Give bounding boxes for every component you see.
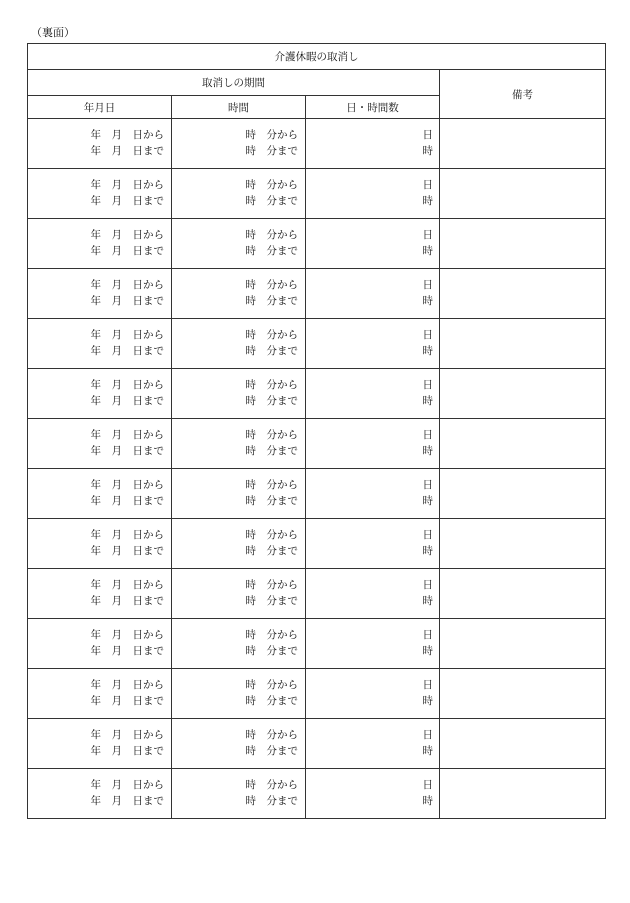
- days-hours-cell[interactable]: [306, 219, 440, 269]
- count-hour-text: 時: [422, 744, 433, 757]
- table-row: [28, 119, 606, 169]
- count-hour-text: 時: [422, 544, 433, 557]
- count-hour-text: 時: [422, 694, 433, 707]
- date-range-cell[interactable]: [28, 619, 172, 669]
- days-hours-cell[interactable]: [306, 469, 440, 519]
- period-header: 取消しの期間: [28, 70, 440, 96]
- days-hours-cell[interactable]: [306, 619, 440, 669]
- count-day-text: 日: [422, 529, 433, 541]
- table-row: [28, 569, 606, 619]
- time-column-header: 時間: [172, 96, 306, 119]
- date-range-cell[interactable]: [28, 519, 172, 569]
- time-from-text: 時 分から: [245, 679, 298, 691]
- days-hours-cell[interactable]: [306, 719, 440, 769]
- count-day-text: 日: [422, 729, 433, 741]
- days-hours-cell[interactable]: [306, 519, 440, 569]
- count-day-text: 日: [422, 329, 433, 341]
- count-hour-text: 時: [422, 594, 433, 607]
- count-day-text: 日: [422, 129, 433, 141]
- time-range-cell[interactable]: [172, 469, 306, 519]
- date-from-text: 年 月 日から: [90, 679, 164, 691]
- remarks-cell[interactable]: [440, 519, 606, 569]
- date-to-text: 年 月 日まで: [90, 794, 164, 807]
- time-from-text: 時 分から: [245, 429, 298, 441]
- date-from-text: 年 月 日から: [90, 779, 164, 791]
- table-title: 介護休暇の取消し: [28, 44, 606, 70]
- date-from-text: 年 月 日から: [90, 579, 164, 591]
- count-hour-text: 時: [422, 794, 433, 807]
- date-from-text: 年 月 日から: [90, 729, 164, 741]
- time-to-text: 時 分まで: [245, 594, 298, 607]
- remarks-cell[interactable]: [440, 619, 606, 669]
- time-to-text: 時 分まで: [245, 694, 298, 707]
- days-hours-cell[interactable]: [306, 569, 440, 619]
- table-row: [28, 419, 606, 469]
- date-to-text: 年 月 日まで: [90, 244, 164, 257]
- time-to-text: 時 分まで: [245, 244, 298, 257]
- time-from-text: 時 分から: [245, 479, 298, 491]
- date-range-cell[interactable]: [28, 769, 172, 819]
- table-row: [28, 219, 606, 269]
- count-day-text: 日: [422, 629, 433, 641]
- time-to-text: 時 分まで: [245, 294, 298, 307]
- table-row: [28, 519, 606, 569]
- date-from-text: 年 月 日から: [90, 429, 164, 441]
- time-from-text: 時 分から: [245, 179, 298, 191]
- remarks-cell[interactable]: [440, 369, 606, 419]
- care-leave-cancellation-table: [27, 43, 606, 819]
- time-range-cell[interactable]: [172, 319, 306, 369]
- time-range-cell[interactable]: [172, 519, 306, 569]
- table-row: [28, 469, 606, 519]
- remarks-cell[interactable]: [440, 169, 606, 219]
- count-day-text: 日: [422, 229, 433, 241]
- date-from-text: 年 月 日から: [90, 479, 164, 491]
- time-range-cell[interactable]: [172, 769, 306, 819]
- time-to-text: 時 分まで: [245, 494, 298, 507]
- count-day-text: 日: [422, 579, 433, 591]
- time-from-text: 時 分から: [245, 629, 298, 641]
- remarks-cell[interactable]: [440, 469, 606, 519]
- date-range-cell[interactable]: [28, 669, 172, 719]
- time-to-text: 時 分まで: [245, 394, 298, 407]
- table-row: [28, 769, 606, 819]
- remarks-cell[interactable]: [440, 119, 606, 169]
- time-from-text: 時 分から: [245, 129, 298, 141]
- date-to-text: 年 月 日まで: [90, 144, 164, 157]
- time-from-text: 時 分から: [245, 779, 298, 791]
- time-to-text: 時 分まで: [245, 644, 298, 657]
- date-from-text: 年 月 日から: [90, 529, 164, 541]
- time-range-cell[interactable]: [172, 219, 306, 269]
- date-to-text: 年 月 日まで: [90, 694, 164, 707]
- time-from-text: 時 分から: [245, 729, 298, 741]
- time-range-cell[interactable]: [172, 619, 306, 669]
- time-to-text: 時 分まで: [245, 794, 298, 807]
- date-from-text: 年 月 日から: [90, 329, 164, 341]
- date-range-cell[interactable]: [28, 469, 172, 519]
- date-range-cell[interactable]: [28, 269, 172, 319]
- date-to-text: 年 月 日まで: [90, 294, 164, 307]
- count-day-text: 日: [422, 279, 433, 291]
- date-range-cell[interactable]: [28, 119, 172, 169]
- time-range-cell[interactable]: [172, 719, 306, 769]
- date-to-text: 年 月 日まで: [90, 344, 164, 357]
- remarks-cell[interactable]: [440, 719, 606, 769]
- time-from-text: 時 分から: [245, 279, 298, 291]
- time-to-text: 時 分まで: [245, 544, 298, 557]
- time-to-text: 時 分まで: [245, 744, 298, 757]
- count-hour-text: 時: [422, 394, 433, 407]
- time-range-cell[interactable]: [172, 569, 306, 619]
- time-range-cell[interactable]: [172, 269, 306, 319]
- date-from-text: 年 月 日から: [90, 629, 164, 641]
- date-from-text: 年 月 日から: [90, 179, 164, 191]
- time-to-text: 時 分まで: [245, 144, 298, 157]
- days-hours-cell[interactable]: [306, 119, 440, 169]
- date-range-cell[interactable]: [28, 169, 172, 219]
- time-range-cell[interactable]: [172, 369, 306, 419]
- count-day-text: 日: [422, 779, 433, 791]
- time-from-text: 時 分から: [245, 529, 298, 541]
- date-from-text: 年 月 日から: [90, 379, 164, 391]
- count-column-header: 日・時間数: [306, 96, 440, 119]
- remarks-cell[interactable]: [440, 269, 606, 319]
- count-hour-text: 時: [422, 444, 433, 457]
- date-range-cell[interactable]: [28, 719, 172, 769]
- count-hour-text: 時: [422, 244, 433, 257]
- remarks-cell[interactable]: [440, 569, 606, 619]
- date-to-text: 年 月 日まで: [90, 544, 164, 557]
- days-hours-cell[interactable]: [306, 419, 440, 469]
- remarks-cell[interactable]: [440, 419, 606, 469]
- days-hours-cell[interactable]: [306, 369, 440, 419]
- count-hour-text: 時: [422, 144, 433, 157]
- time-from-text: 時 分から: [245, 579, 298, 591]
- time-range-cell[interactable]: [172, 169, 306, 219]
- remarks-cell[interactable]: [440, 219, 606, 269]
- time-to-text: 時 分まで: [245, 444, 298, 457]
- count-day-text: 日: [422, 379, 433, 391]
- days-hours-cell[interactable]: [306, 269, 440, 319]
- date-to-text: 年 月 日まで: [90, 394, 164, 407]
- date-range-cell[interactable]: [28, 569, 172, 619]
- table-row: [28, 619, 606, 669]
- count-day-text: 日: [422, 179, 433, 191]
- date-column-header: 年月日: [28, 96, 172, 119]
- time-range-cell[interactable]: [172, 669, 306, 719]
- table-row: [28, 169, 606, 219]
- time-from-text: 時 分から: [245, 379, 298, 391]
- time-range-cell[interactable]: [172, 119, 306, 169]
- remarks-cell[interactable]: [440, 769, 606, 819]
- table-row: [28, 669, 606, 719]
- count-hour-text: 時: [422, 494, 433, 507]
- table-row: [28, 719, 606, 769]
- date-to-text: 年 月 日まで: [90, 444, 164, 457]
- table-row: [28, 369, 606, 419]
- date-from-text: 年 月 日から: [90, 229, 164, 241]
- time-to-text: 時 分まで: [245, 194, 298, 207]
- days-hours-cell[interactable]: [306, 169, 440, 219]
- count-day-text: 日: [422, 479, 433, 491]
- count-hour-text: 時: [422, 294, 433, 307]
- date-range-cell[interactable]: [28, 319, 172, 369]
- count-hour-text: 時: [422, 194, 433, 207]
- date-from-text: 年 月 日から: [90, 129, 164, 141]
- count-day-text: 日: [422, 429, 433, 441]
- remarks-header: 備考: [440, 70, 606, 119]
- time-from-text: 時 分から: [245, 329, 298, 341]
- remarks-cell[interactable]: [440, 319, 606, 369]
- count-hour-text: 時: [422, 644, 433, 657]
- table-row: [28, 269, 606, 319]
- date-to-text: 年 月 日まで: [90, 744, 164, 757]
- count-hour-text: 時: [422, 344, 433, 357]
- time-to-text: 時 分まで: [245, 344, 298, 357]
- date-range-cell[interactable]: [28, 369, 172, 419]
- remarks-cell[interactable]: [440, 669, 606, 719]
- date-to-text: 年 月 日まで: [90, 494, 164, 507]
- date-to-text: 年 月 日まで: [90, 194, 164, 207]
- days-hours-cell[interactable]: [306, 769, 440, 819]
- page-side-label: （裏面）: [31, 26, 75, 39]
- days-hours-cell[interactable]: [306, 319, 440, 369]
- date-range-cell[interactable]: [28, 419, 172, 469]
- time-range-cell[interactable]: [172, 419, 306, 469]
- date-range-cell[interactable]: [28, 219, 172, 269]
- date-from-text: 年 月 日から: [90, 279, 164, 291]
- date-to-text: 年 月 日まで: [90, 594, 164, 607]
- count-day-text: 日: [422, 679, 433, 691]
- time-from-text: 時 分から: [245, 229, 298, 241]
- table-row: [28, 319, 606, 369]
- days-hours-cell[interactable]: [306, 669, 440, 719]
- date-to-text: 年 月 日まで: [90, 644, 164, 657]
